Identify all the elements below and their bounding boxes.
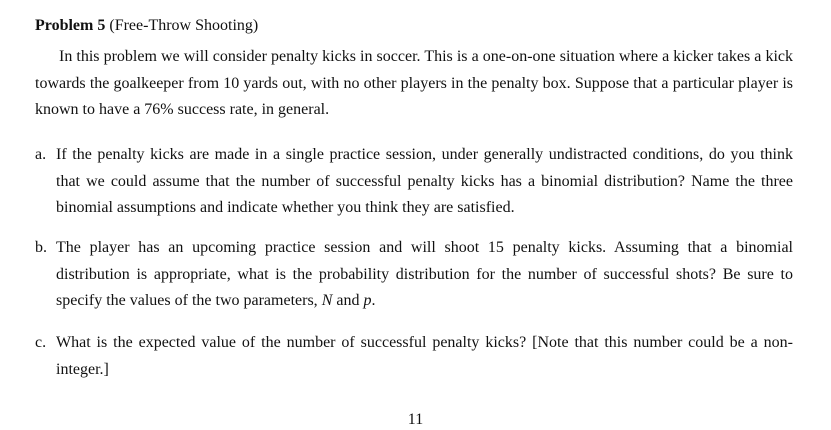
part-a-text: If the penalty kicks are made in a single practice session, under generally undistracted conditions, do you think that we could assume that the number of successful penalty kicks has a binomial distribution? Name the three binomial assumptions and indicate whether you think they are satisfied.: [56, 146, 793, 216]
problem-number: Problem 5: [35, 17, 106, 34]
part-b-text-after: .: [371, 292, 376, 309]
problem-heading: [35, 15, 258, 37]
part-a-label: a.: [35, 146, 47, 163]
param-n: N: [321, 292, 333, 309]
part-c-text: What is the expected value of the number of successful penalty kicks? [Note that this number could be a non-integer.]: [56, 334, 793, 378]
part-b-text-and: and: [332, 292, 364, 309]
part-b: [35, 235, 793, 315]
page-number: 11: [407, 411, 424, 428]
part-c-label: c.: [35, 334, 47, 351]
part-b-text-before: The player has an upcoming practice session and will shoot 15 penalty kicks. Assuming that a binomial distribution is appropriate, what is the probability distribution for the number of successful shots? Be sure to specify the values of the two parameters,: [56, 239, 793, 309]
part-b-text: [56, 235, 793, 315]
problem-title: (Free-Throw Shooting): [109, 17, 259, 34]
part-b-label: b.: [35, 239, 47, 256]
problem-intro: In this problem we will consider penalty kicks in soccer. This is a one-on-one situation where a kicker takes a kick towards the goalkeeper from 10 yards out, with no other players in the penalty box. Suppose that a particular player is known to have a 76% success rate, in general.: [35, 48, 793, 118]
part-c: [35, 330, 793, 383]
param-p: p: [363, 292, 372, 309]
part-a: [35, 142, 793, 222]
